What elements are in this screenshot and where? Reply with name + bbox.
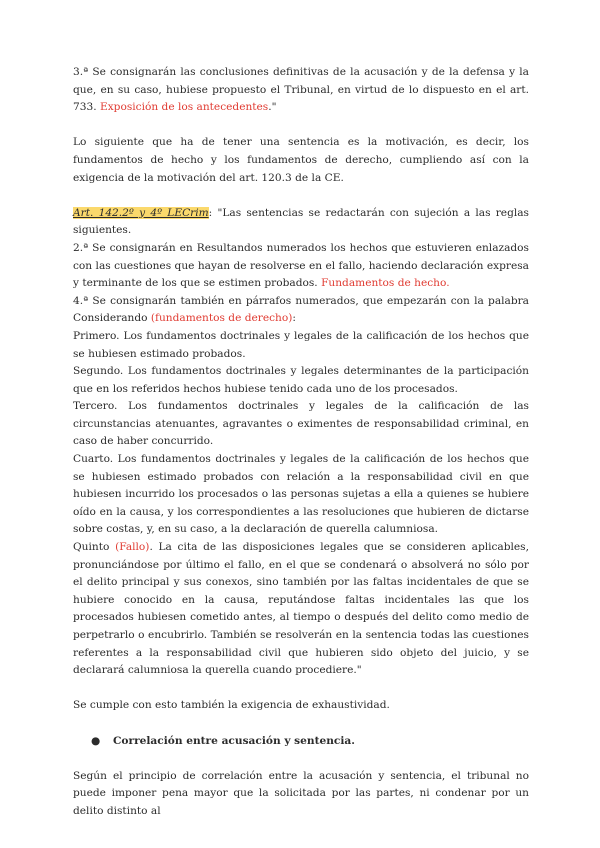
paragraph-exhaustividad: Se cumple con esto también la exigencia de exhaustividad. (73, 699, 390, 712)
bullet-icon: ● (91, 734, 101, 747)
annotation-fundamentos-hecho: Fundamentos de hecho. (321, 277, 450, 290)
document-page (73, 64, 529, 821)
paragraph-primero: Primero. Los fundamentos doctrinales y legales de la calificación de los hechos que se hubiesen estimado probados. (73, 329, 529, 360)
highlighted-article-reference: Art. 142.2º y 4º LECrim (73, 206, 209, 219)
annotation-fallo: (Fallo) (115, 541, 150, 554)
annotation-fundamentos-derecho: (fundamentos de derecho) (150, 312, 293, 325)
bullet-heading (73, 733, 529, 751)
paragraph-article-ref: Art. 142.2º y 4º LECrim: "Las sentencias se redactarán con sujeción a las reglas siguientes. (73, 206, 529, 237)
paragraph-cuarto: Cuarto. Los fundamentos doctrinales y legales de la calificación de los hechos que se hubiesen estimado probados con relación a la responsabilidad civil en que hubiesen incurrido los procesados o las personas sujetas a ella a quienes se hubiere oído en la causa, y los correspondientes a las resoluciones que hubieren de dictarse sobre costas, y, en su caso, a la declaración de querella calumniosa. (73, 453, 529, 536)
paragraph-motivacion: Lo siguiente que ha de tener una sentencia es la motivación, es decir, los fundamentos de hecho y los fundamentos de derecho, cumpliendo así con la exigencia de la motivación del art. 120.3 de la CE. (73, 136, 529, 184)
paragraph-correlacion: Según el principio de correlación entre la acusación y sentencia, el tribunal no puede imponer pena mayor que la solicitada por las partes, ni condenar por un delito distinto al (73, 769, 529, 817)
section-heading: Correlación entre acusación y sentencia. (113, 734, 355, 747)
annotation-exposicion: Exposición de los antecedentes (99, 101, 269, 114)
paragraph-quinto: Quinto (Fallo). La cita de las disposiciones legales que se consideren aplicables, pronunciándose por último el fallo, en el que se condenará o absolverá no sólo por el delito principal y sus conexos, sino también por las faltas incidentales de que se hubiere conocido en la causa, reputándose faltas incidentales las que los procesados hubiesen cometido antes, al tiempo o después del delito como medio de perpetrarlo o encubrirlo. También se resolverán en la sentencia todas las cuestiones referentes a la responsabilidad civil que hubieren sido objeto del juicio, y se declarará calumniosa la querella cuando procediere." (73, 541, 529, 677)
paragraph-4a: 4.ª Se consignarán también en párrafos numerados, que empezarán con la palabra Considerando (fundamentos de derecho): (73, 294, 529, 325)
paragraph-2a: 2.ª Se consignarán en Resultandos numerados los hechos que estuvieren enlazados con las cuestiones que hayan de resolverse en el fallo, haciendo declaración expresa y terminante de los que se estimen probados. Fundamentos de hecho. (73, 241, 529, 290)
paragraph-3a: 3.ª Se consignarán las conclusiones definitivas de la acusación y de la defensa y la que, en su caso, hubiese propuesto el Tribunal, en virtud de lo dispuesto en el art. 733. Exposición de los antecedentes." (73, 66, 529, 114)
paragraph-segundo: Segundo. Los fundamentos doctrinales y legales determinantes de la participación que en los referidos hechos hubiese tenido cada uno de los procesados. (73, 365, 529, 395)
paragraph-tercero: Tercero. Los fundamentos doctrinales y legales de la calificación de las circunstancias atenuantes, agravantes o eximentes de responsabilidad criminal, en caso de haber concurrido. (73, 400, 529, 448)
